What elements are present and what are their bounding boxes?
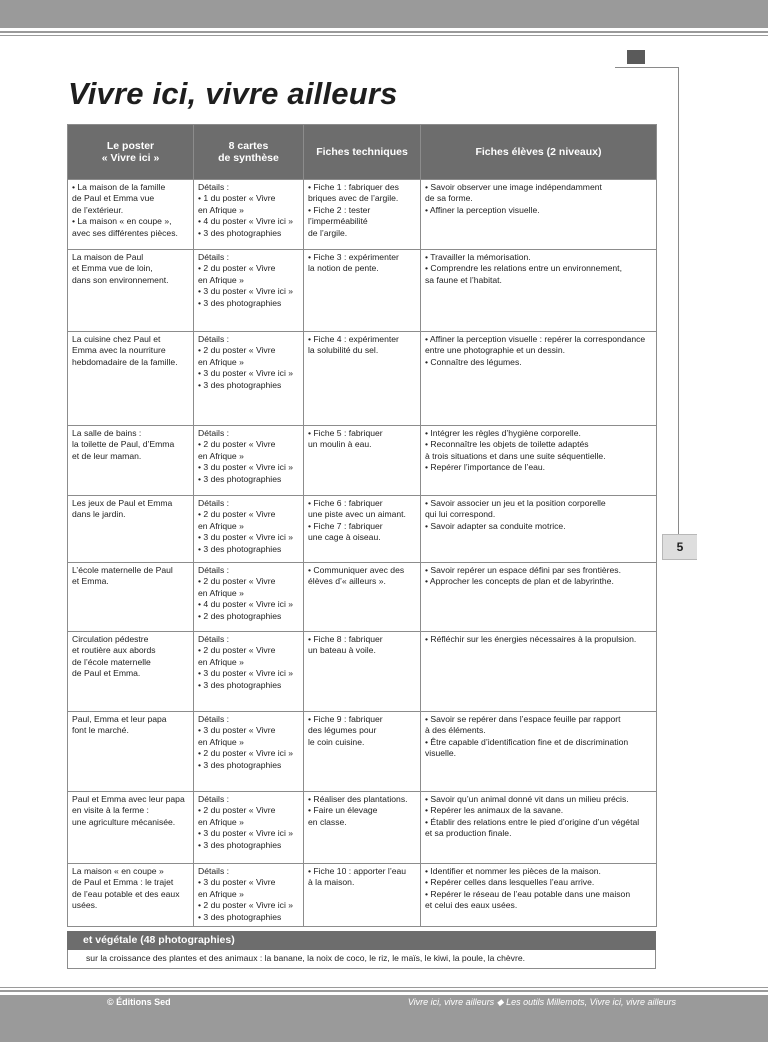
cell-cartes: Détails : • 2 du poster « Vivre en Afrique » • 4 du poster « Vivre ici » • 2 des photographies [194,563,304,632]
cell-poster: La salle de bains : la toilette de Paul, d’Emma et de leur maman. [68,426,194,496]
table-row [68,632,657,712]
cell-cartes: Détails : • 1 du poster « Vivre en Afrique » • 4 du poster « Vivre ici » • 3 des photographies [194,180,304,250]
cell-fiches-techniques: • Fiche 8 : fabriquer un bateau à voile. [304,632,421,712]
table-row [68,426,657,496]
table-row [68,563,657,632]
bottom-rule-thin [0,987,768,988]
cell-poster: Paul et Emma avec leur papa en visite à la ferme : une agriculture mécanisée. [68,792,194,864]
cell-fiches-eleves: • Affiner la perception visuelle : repérer la correspondance entre une photographie et un dessin. • Connaître des légumes. [421,332,657,426]
table-row [68,250,657,332]
cell-cartes: Détails : • 2 du poster « Vivre en Afrique » • 3 du poster « Vivre ici » • 3 des photographies [194,426,304,496]
cell-fiches-techniques: • Fiche 10 : apporter l’eau à la maison. [304,864,421,927]
tab-rule [615,67,679,68]
cell-fiches-techniques: • Communiquer avec des élèves d’« ailleurs ». [304,563,421,632]
cell-poster: L’école maternelle de Paul et Emma. [68,563,194,632]
cell-cartes: Détails : • 2 du poster « Vivre en Afrique » • 3 du poster « Vivre ici » • 3 des photographies [194,496,304,563]
side-rule [678,67,679,537]
header-poster: Le poster « Vivre ici » [68,125,194,180]
cell-fiches-eleves: • Savoir qu’un animal donné vit dans un milieu précis. • Repérer les animaux de la savane. • Établir des relations entre le pied d’origine d’un végétal et sa production finale. [421,792,657,864]
table-row [68,864,657,927]
cell-poster: Paul, Emma et leur papa font le marché. [68,712,194,792]
cell-poster: Circulation pédestre et routière aux abords de l’école maternelle de Paul et Emma. [68,632,194,712]
cell-poster: Les jeux de Paul et Emma dans le jardin. [68,496,194,563]
table-row [68,496,657,563]
cell-fiches-techniques: • Fiche 4 : expérimenter la solubilité du sel. [304,332,421,426]
cell-fiches-techniques: • Fiche 5 : fabriquer un moulin à eau. [304,426,421,496]
cell-fiches-eleves: • Identifier et nommer les pièces de la maison. • Repérer celles dans lesquelles l’eau arrive. • Repérer le réseau de l’eau potable dans une maison et celui des eaux usées. [421,864,657,927]
table-row [68,332,657,426]
cell-fiches-techniques: • Réaliser des plantations. • Faire un élevage en classe. [304,792,421,864]
cell-fiches-eleves: • Savoir se repérer dans l’espace feuille par rapport à des éléments. • Être capable d’identification fine et de discrimination visuelle. [421,712,657,792]
cell-poster: La maison de Paul et Emma vue de loin, dans son environnement. [68,250,194,332]
cell-fiches-eleves: • Réfléchir sur les énergies nécessaires à la propulsion. [421,632,657,712]
content-table [67,124,657,927]
corner-marker [627,50,645,64]
cell-cartes: Détails : • 3 du poster « Vivre en Afrique » • 2 du poster « Vivre ici » • 3 des photographies [194,864,304,927]
bottom-rule [0,990,768,992]
cell-cartes: Détails : • 2 du poster « Vivre en Afrique » • 3 du poster « Vivre ici » • 3 des photographies [194,632,304,712]
cell-fiches-techniques: • Fiche 9 : fabriquer des légumes pour le coin cuisine. [304,712,421,792]
cell-fiches-eleves: • Travailler la mémorisation. • Comprendre les relations entre un environnement, sa faune et l’habitat. [421,250,657,332]
cell-fiches-eleves: • Savoir associer un jeu et la position corporelle qui lui correspond. • Savoir adapter sa conduite motrice. [421,496,657,563]
header-fiches-eleves: Fiches élèves (2 niveaux) [421,125,657,180]
cell-poster: La maison « en coupe » de Paul et Emma : le trajet de l’eau potable et des eaux usées. [68,864,194,927]
table-header-row [68,125,657,180]
footer-series: Vivre ici, vivre ailleurs ◆ Les outils Millemots, Vivre ici, vivre ailleurs [407,997,676,1007]
cell-poster: La cuisine chez Paul et Emma avec la nourriture hebdomadaire de la famille. [68,332,194,426]
cell-poster: • La maison de la famille de Paul et Emma vue de l’extérieur. • La maison « en coupe », avec ses différentes pièces. [68,180,194,250]
header-cartes: 8 cartes de synthèse [194,125,304,180]
cell-cartes: Détails : • 2 du poster « Vivre en Afrique » • 3 du poster « Vivre ici » • 3 des photographies [194,250,304,332]
top-rule-thin [0,35,768,36]
page-title: Vivre ici, vivre ailleurs [68,76,398,111]
cell-cartes: Détails : • 2 du poster « Vivre en Afrique » • 3 du poster « Vivre ici » • 3 des photographies [194,332,304,426]
top-band [0,0,768,28]
cell-fiches-techniques: • Fiche 1 : fabriquer des briques avec de l’argile. • Fiche 2 : tester l’imperméabilité de l’argile. [304,180,421,250]
table-row [68,792,657,864]
table-row [68,180,657,250]
cell-cartes: Détails : • 3 du poster « Vivre en Afrique » • 2 du poster « Vivre ici » • 3 des photographies [194,712,304,792]
footer-copyright: © Éditions Sed [107,997,171,1007]
table-row [68,712,657,792]
cell-fiches-eleves: • Savoir observer une image indépendamment de sa forme. • Affiner la perception visuelle. [421,180,657,250]
cell-fiches-techniques: • Fiche 3 : expérimenter la notion de pente. [304,250,421,332]
cell-cartes: Détails : • 2 du poster « Vivre en Afrique » • 3 du poster « Vivre ici » • 3 des photographies [194,792,304,864]
page-number-tab: 5 [662,534,697,560]
cell-fiches-eleves: • Savoir repérer un espace défini par ses frontières. • Approcher les concepts de plan et de labyrinthe. [421,563,657,632]
subsection-note: sur la croissance des plantes et des animaux : la banane, la noix de coco, le riz, le maïs, le kiwi, la poule, la chèvre. [67,950,656,969]
top-rule [0,31,768,33]
cell-fiches-techniques: • Fiche 6 : fabriquer une piste avec un aimant. • Fiche 7 : fabriquer une cage à oiseau. [304,496,421,563]
cell-fiches-eleves: • Intégrer les règles d’hygiène corporelle. • Reconnaître les objets de toilette adaptés à trois situations et dans une suite séquentielle. • Repérer l’importance de l’eau. [421,426,657,496]
subsection-heading: et végétale (48 photographies) [67,931,656,950]
header-fiches-techniques: Fiches techniques [304,125,421,180]
